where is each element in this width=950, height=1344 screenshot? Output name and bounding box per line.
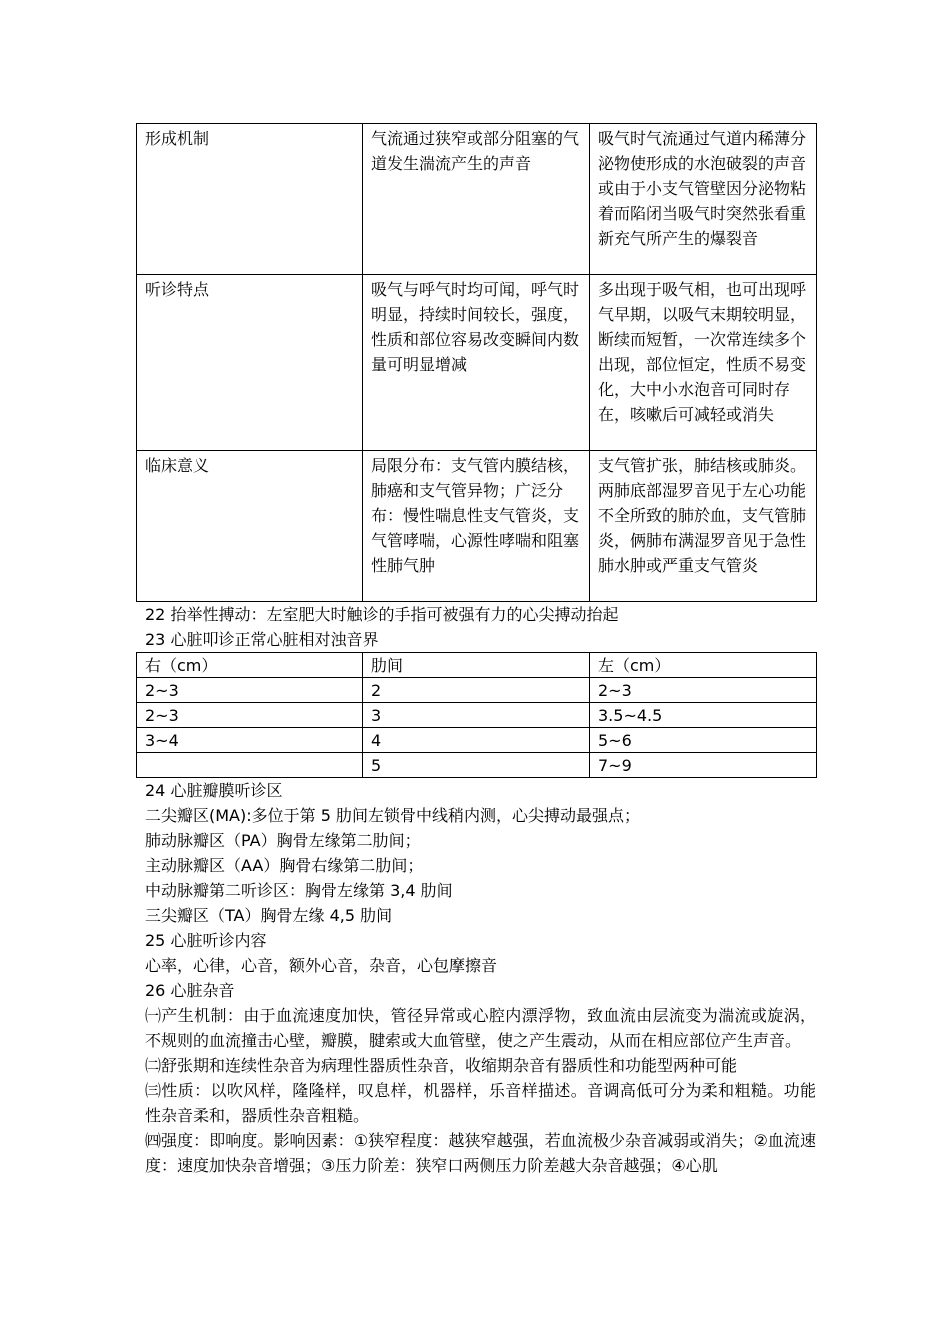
table-cell: 5 (363, 753, 590, 778)
murmur-timing-paragraph: ㈡舒张期和连续性杂音为病理性器质性杂音，收缩期杂音有器质性和功能型两种可能 (145, 1056, 738, 1075)
murmur-intensity-paragraph: ㈣强度：即响度。影响因素：①狭窄程度：越狭窄越强，若血流极少杂音减弱或消失；②血流速度：速度加快杂音增强；③压力阶差：狭窄口两侧压力阶差越大杂音越强；④心肌 (145, 1131, 816, 1175)
column-header: 右（cm） (137, 653, 363, 678)
table-row (137, 753, 817, 778)
table-row (137, 678, 817, 703)
table-cell: 临床意义 (137, 451, 363, 602)
table-cell: 支气管扩张，肺结核或肺炎。两肺底部湿罗音见于左心功能不全所致的肺於血，支气管肺炎，俩肺布满湿罗音见于急性肺水肿或严重支气管炎 (590, 451, 817, 602)
table-cell: 2 (363, 678, 590, 703)
aortic-area-line: 主动脉瓣区（AA）胸骨右缘第二肋间； (145, 856, 424, 875)
table-cell: 局限分布：支气管内膜结核，肺癌和支气管异物；广泛分布：慢性喘息性支气管炎，支气管哮喘，心源性哮喘和阻塞性肺气肿 (363, 451, 590, 602)
murmur-quality-paragraph: ㈢性质：以吹风样，隆隆样，叹息样，机器样，乐音样描述。音调高低可分为柔和粗糙。功能性杂音柔和，器质性杂音粗糙。 (145, 1081, 816, 1125)
table-header-row (137, 653, 817, 678)
table-cell: 7~9 (590, 753, 817, 778)
table-row (137, 703, 817, 728)
pulmonary-area-line: 肺动脉瓣区（PA）胸骨左缘第二肋间； (145, 831, 421, 850)
table-cell: 形成机制 (137, 124, 363, 275)
table-cell: 听诊特点 (137, 275, 363, 451)
item-25-heading: 25 心脏听诊内容 (145, 931, 267, 950)
table-cell: 2~3 (137, 703, 363, 728)
table-cell: 2~3 (590, 678, 817, 703)
murmur-mechanism-paragraph: ㈠产生机制：由于血流速度加快，管径异常或心腔内漂浮物，致血流由层流变为湍流或旋涡，不规则的血流撞击心壁，瓣膜，腱索或大血管壁，使之产生震动，从而在相应部位产生声音。 (145, 1006, 816, 1050)
item-22: 22 抬举性搏动：左室肥大时触诊的手指可被强有力的心尖搏动抬起 (145, 605, 619, 624)
auscultation-contents-line: 心率，心律，心音，额外心音，杂音，心包摩擦音 (145, 956, 498, 975)
table-row (137, 275, 817, 451)
table-cell: 4 (363, 728, 590, 753)
table-cell: 多出现于吸气相，也可出现呼气早期，以吸气末期较明显，断续而短暂，一次常连续多个出现，部位恒定，性质不易变化，大中小水泡音可同时存在，咳嗽后可减轻或消失 (590, 275, 817, 451)
table-cell: 3.5~4.5 (590, 703, 817, 728)
table-row (137, 728, 817, 753)
cardiac-dullness-table (136, 652, 817, 778)
table-cell (137, 753, 363, 778)
table-cell: 5~6 (590, 728, 817, 753)
table-cell: 吸气时气流通过气道内稀薄分泌物使形成的水泡破裂的声音或由于小支气管壁因分泌物粘着而陷闭当吸气时突然张看重新充气所产生的爆裂音 (590, 124, 817, 275)
rales-comparison-table (136, 123, 817, 602)
column-header: 肋间 (363, 653, 590, 678)
document-page (136, 123, 816, 1178)
table-cell: 3 (363, 703, 590, 728)
table-cell: 2~3 (137, 678, 363, 703)
tricuspid-area-line: 三尖瓣区（TA）胸骨左缘 4,5 肋间 (145, 906, 393, 925)
table-row (137, 451, 817, 602)
item-26-heading: 26 心脏杂音 (145, 981, 235, 1000)
table-row (137, 124, 817, 275)
table-cell: 3~4 (137, 728, 363, 753)
table-cell: 吸气与呼气时均可闻，呼气时明显，持续时间较长，强度，性质和部位容易改变瞬间内数量可明显增减 (363, 275, 590, 451)
item-24-heading: 24 心脏瓣膜听诊区 (145, 781, 283, 800)
aortic-second-area-line: 中动脉瓣第二听诊区：胸骨左缘第 3,4 肋间 (145, 881, 453, 900)
item-23: 23 心脏叩诊正常心脏相对浊音界 (145, 630, 379, 649)
column-header: 左（cm） (590, 653, 817, 678)
mitral-area-line: 二尖瓣区(MA):多位于第 5 肋间左锁骨中线稍内测，心尖搏动最强点； (145, 806, 640, 825)
table-cell: 气流通过狭窄或部分阻塞的气道发生湍流产生的声音 (363, 124, 590, 275)
